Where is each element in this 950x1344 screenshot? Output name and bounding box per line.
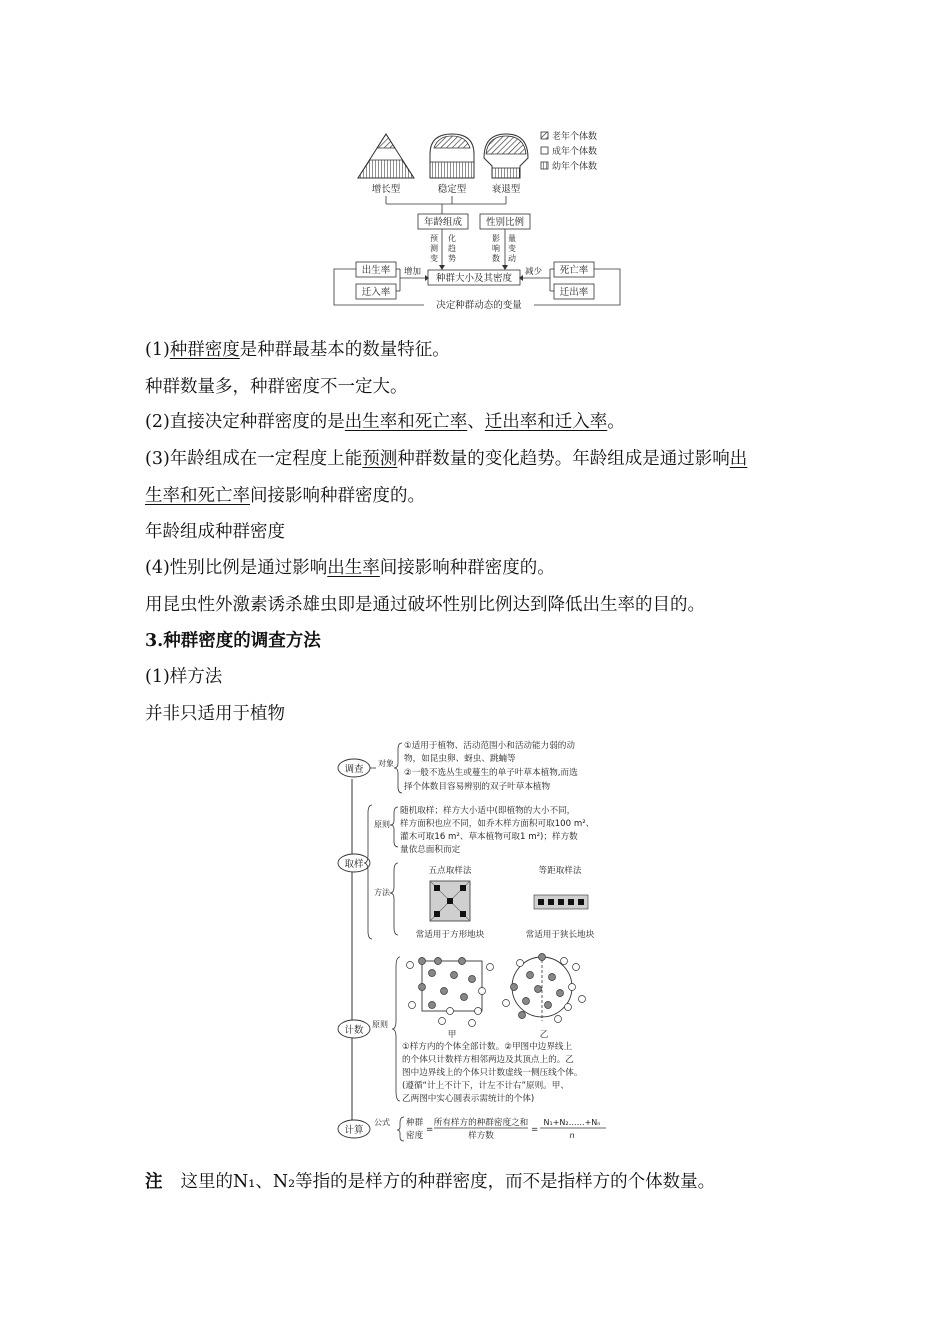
- principle-text-1: 随机取样；样方大小适中(即植物的大小不同，: [400, 806, 576, 816]
- object-text-2: 物，如昆虫卵、蚜虫、跳蝻等: [404, 754, 516, 764]
- affect-text: 影响数 量变动: [492, 234, 516, 263]
- decrease-label: 减少: [525, 267, 543, 277]
- line-6: 年龄组成种群密度: [145, 522, 285, 542]
- formula-denominator: 样方数: [468, 1131, 494, 1141]
- immigration-rate-box: 迁入率: [361, 287, 391, 298]
- section-heading: 3.种群密度的调查方法: [145, 631, 321, 651]
- yi-label: 乙: [539, 1030, 549, 1040]
- line-11: 并非只适用于植物: [145, 704, 285, 724]
- count-text-5: 乙两图中实心圆表示需统计的个体): [402, 1094, 535, 1104]
- population-density-box: 种群大小及其密度: [435, 273, 513, 284]
- object-text-3: ②一般不选丛生或蔓生的单子叶草本植物,而选: [404, 768, 578, 778]
- line-4: (3)年龄组成在一定程度上能预测种群数量的变化趋势。年龄组成是通过影响出: [145, 449, 748, 469]
- equal-distance-strip: [534, 895, 588, 909]
- death-rate-box: 死亡率: [559, 265, 589, 276]
- equal-distance-usage: 常适用于狭长地块: [525, 930, 595, 940]
- formula-numerator: 所有样方的种群密度之和: [433, 1118, 529, 1128]
- emigration-rate-box: 迁出率: [559, 287, 589, 298]
- dynamic-variables-label: 决定种群动态的变量: [436, 300, 522, 310]
- line-2: 种群数量多，种群密度不一定大。: [145, 377, 408, 397]
- increase-label: 增加: [404, 267, 422, 277]
- stable-type-bell: [430, 134, 474, 178]
- legend-young: 幼年个体数: [552, 162, 598, 172]
- object-label: 对象: [378, 759, 394, 768]
- note-text: 这里的N₁、N₂等指的是样方的种群密度，而不是指样方的个体数量。: [180, 1172, 716, 1192]
- line-1: (1)种群密度是种群最基本的数量特征。: [145, 340, 450, 360]
- line-8: 用昆虫性外激素诱杀雄虫即是通过破坏性别比例达到降低出生率的目的。: [145, 595, 705, 615]
- line-5: 生率和死亡率间接影响种群密度的。: [145, 486, 425, 506]
- svg-text:=: =: [426, 1125, 434, 1135]
- sex-ratio-box: 性别比例: [485, 217, 525, 228]
- population-density-term: 种群密度: [169, 340, 240, 360]
- figure-jia: [407, 958, 494, 1027]
- calculation-node: 计算: [344, 1125, 364, 1136]
- principle-text-2: 样方面积也应不同，如乔木样方面积可取100 m²、: [400, 819, 595, 829]
- note-line: [145, 1168, 715, 1193]
- line-10: (1)样方法: [145, 667, 223, 687]
- five-point-usage: 常适用于方形地块: [415, 930, 485, 940]
- principle-text-4: 量依总面积而定: [400, 845, 461, 855]
- count-text-3: 图中边界线上的个体只计数虚线一侧压线个体。: [402, 1068, 583, 1078]
- count-text-2: 的个体只计数样方相邻两边及其顶点上的。乙: [402, 1055, 574, 1065]
- stable-label: 稳定型: [437, 184, 467, 195]
- count-principle-label: 原则: [372, 1020, 388, 1029]
- principle-text-3: 灌木可取16 m²、草本植物可取1 m²)；样方数: [400, 832, 578, 842]
- quadrat-method-diagram: [332, 735, 622, 1143]
- predict-text: 预测变 化趋势: [430, 234, 456, 263]
- decline-type-urn: [484, 134, 528, 178]
- object-text-4: 择个体数目容易辨别的双子叶草本植物: [404, 782, 551, 792]
- jia-label: 甲: [447, 1030, 457, 1040]
- note-mark: 注: [145, 1172, 163, 1192]
- legend-adult: 成年个体数: [552, 147, 598, 157]
- formula-left-2: 密度: [406, 1131, 424, 1141]
- birth-rate-box: 出生率: [361, 265, 391, 276]
- line-3: (2)直接决定种群密度的是出生率和死亡率、迁出率和迁入率。: [145, 412, 625, 432]
- method-label: 方法: [374, 888, 390, 897]
- growth-label: 增长型: [371, 184, 401, 195]
- growth-type-pyramid: [358, 134, 414, 178]
- population-characteristics-diagram: [330, 128, 630, 310]
- object-text-1: ①适用于植物、活动范围小和活动能力弱的动: [404, 741, 575, 751]
- counting-node: 计数: [344, 1025, 364, 1036]
- formula-numerator-2: N₁+N₂……+Nₙ: [543, 1118, 601, 1127]
- formula-denominator-2: n: [569, 1131, 575, 1140]
- count-text-4: (遵循“计上不计下，计左不计右”原则。甲、: [402, 1081, 569, 1091]
- count-text-1: ①样方内的个体全部计数。②甲图中边界线上: [402, 1042, 573, 1052]
- figure-yi: [503, 954, 586, 1023]
- formula-left-1: 种群: [406, 1118, 424, 1128]
- svg-text:=: =: [531, 1125, 539, 1135]
- principle-label: 原则: [374, 820, 390, 829]
- formula-label: 公式: [374, 1118, 390, 1127]
- five-point-square: [430, 881, 470, 921]
- decline-label: 衰退型: [491, 184, 521, 195]
- line-7: (4)性别比例是通过影响出生率间接影响种群密度的。: [145, 558, 555, 578]
- survey-node: 调查: [344, 764, 364, 775]
- sampling-node: 取样: [344, 859, 364, 870]
- equal-distance-label: 等距取样法: [538, 866, 582, 876]
- age-structure-box: 年龄组成: [423, 217, 463, 228]
- legend-old: 老年个体数: [552, 132, 598, 142]
- legend: [541, 130, 597, 172]
- five-point-label: 五点取样法: [428, 866, 472, 876]
